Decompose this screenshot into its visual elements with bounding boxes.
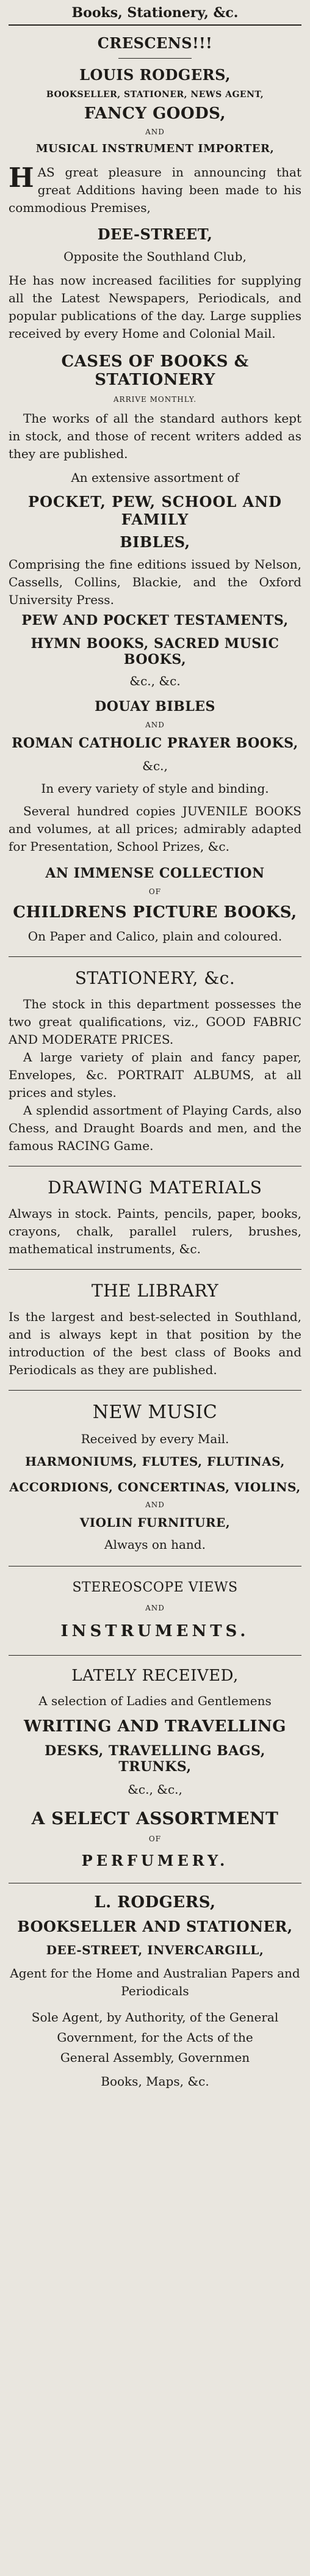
section-lately-received (9, 1667, 301, 1869)
childrens-line: CHILDRENS PICTURE BOOKS, (13, 903, 297, 922)
advertisement-column (0, 5, 310, 2576)
section-header: Books, Stationery, &c. (71, 5, 239, 21)
crescens-title: CRESCENS!!! (97, 34, 213, 52)
address-line: DEE-STREET, INVERCARGILL, (46, 1943, 264, 1957)
instruments-heading: INSTRUMENTS. (60, 1622, 250, 1640)
works-paragraph: The works of all the standard authors kept in stock, and those of recent writers added as they are published. (9, 411, 301, 461)
drawing-heading: DRAWING MATERIALS (48, 1177, 262, 1198)
music-importer: MUSICAL INSTRUMENT IMPORTER, (35, 142, 275, 155)
perfumery-line: PERFUMERY. (81, 1852, 229, 1869)
etc-line: &c., &c., (128, 1782, 182, 1797)
variety-line: In every variety of style and binding. (41, 781, 269, 796)
bibles-line: BIBLES, (120, 533, 190, 551)
drawing-paragraph: Always in stock. Paints, pencils, paper, books, crayons, chalk, parallel rulers, brushes, mathematical instruments, &c. (9, 1206, 301, 1256)
music-heading: NEW MUSIC (92, 1402, 218, 1423)
section-drawing (9, 1177, 301, 1258)
divider (9, 1390, 301, 1391)
section-music (9, 1402, 301, 1554)
section-signature (9, 1893, 301, 2090)
library-paragraph: Is the largest and best-selected in Southland, and is always kept in that position by the introduction of the best class of Books and Periodicals as they are published. (9, 1309, 301, 1377)
sole-line-1: Sole Agent, by Authority, of the General (31, 2010, 279, 2025)
received-line: Received by every Mail. (81, 1432, 229, 1446)
books-line: Books, Maps, &c. (101, 2074, 209, 2089)
section-books (9, 352, 301, 945)
section-crescens (9, 34, 301, 343)
of-word: OF (148, 887, 162, 896)
stereoscope-heading: STEREOSCOPE VIEWS (72, 1580, 238, 1595)
library-heading: THE LIBRARY (91, 1281, 219, 1301)
cards-paragraph: A splendid assortment of Playing Cards, also Chess, and Draught Boards and men, and the famous RACING Game. (9, 1103, 301, 1153)
paper-paragraph: A large variety of plain and fancy paper, Envelopes, &c. PORTRAIT ALBUMS, at all prices and styles. (9, 1050, 301, 1100)
opposite-line: Opposite the Southland Club, (63, 249, 247, 264)
divider (118, 58, 192, 59)
section-library (9, 1281, 301, 1379)
select-line: A SELECT ASSORTMENT (31, 1808, 279, 1828)
trades-line: BOOKSELLER, STATIONER, NEWS AGENT, (46, 90, 264, 100)
etc-line: &c., (142, 759, 168, 773)
etc-line: &c., &c. (129, 674, 181, 688)
extensive-line: An extensive assortment of (71, 470, 239, 485)
section-stereoscope (9, 1580, 301, 1640)
hymn-line: HYMN BOOKS, SACRED MUSIC BOOKS, (31, 636, 279, 668)
instruments-line-2: ACCORDIONS, CONCERTINAS, VIOLINS, (9, 1480, 301, 1494)
street-heading: DEE-STREET, (97, 225, 213, 243)
and-word: AND (145, 128, 165, 136)
facilities-paragraph: He has now increased facilities for supplying all the Latest Newspapers, Periodicals, and popular publications of the day. Large supplies received by every Home and Colonial Mail. (9, 273, 301, 341)
onpaper-line: On Paper and Calico, plain and coloured. (27, 929, 283, 944)
divider (9, 1269, 301, 1270)
sole-line-3: General Assembly, Governmen (60, 2050, 250, 2065)
violin-line: VIOLIN FURNITURE, (79, 1515, 231, 1530)
divider (9, 1655, 301, 1656)
desks-line: DESKS, TRAVELLING BAGS, TRUNKS, (45, 1743, 265, 1775)
sole-line-2: Government, for the Acts of the (57, 2030, 253, 2045)
stationery-heading: STATIONERY, &c. (74, 968, 236, 988)
comprising-paragraph: Comprising the fine editions issued by Nelson, Cassells, Collins, Blackie, and the Oxford University Press. (9, 557, 301, 607)
juvenile-paragraph: Several hundred copies JUVENILE BOOKS and volumes, at all prices; admirably adapted for Presentation, School Prizes, &c. (9, 804, 301, 854)
pocket-line: POCKET, PEW, SCHOOL AND FAMILY (28, 493, 282, 528)
instruments-line-1: HARMONIUMS, FLUTES, FLUTINAS, (25, 1454, 285, 1469)
writing-line: WRITING AND TRAVELLING (24, 1717, 286, 1736)
fancy-goods: FANCY GOODS, (84, 104, 226, 123)
immense-line: AN IMMENSE COLLECTION (45, 865, 265, 881)
lately-heading: LATELY RECEIVED, (71, 1667, 239, 1685)
trades-line: BOOKSELLER AND STATIONER, (17, 1918, 293, 1935)
always-line: Always on hand. (104, 1537, 206, 1552)
selection-line: A selection of Ladies and Gentlemens (38, 1694, 272, 1708)
owner-name: L. RODGERS, (94, 1893, 216, 1912)
testaments-line: PEW AND POCKET TESTAMENTS, (21, 613, 289, 628)
of-word: OF (148, 1835, 162, 1843)
cases-heading: CASES OF BOOKS & STATIONERY (61, 352, 249, 389)
divider (9, 24, 301, 26)
and-word: AND (145, 1604, 165, 1612)
douay-line: DOUAY BIBLES (95, 699, 215, 715)
section-stationery (9, 968, 301, 1155)
agent-line: Agent for the Home and Australian Papers and Periodicals (10, 1966, 300, 1998)
stock-paragraph: The stock in this department possesses the two great qualifications, viz., GOOD FABRIC AND MODERATE PRICES. (9, 997, 301, 1047)
and-word: AND (145, 1501, 165, 1509)
and-word: AND (145, 721, 165, 729)
divider (9, 956, 301, 957)
roman-line: ROMAN CATHOLIC PRAYER BOOKS, (12, 735, 298, 751)
intro-paragraph: HAS great pleasure in announcing that great Additions having been made to his commodious Premises, (9, 162, 301, 215)
owner-name: LOUIS RODGERS, (79, 66, 231, 84)
arrive-monthly: ARRIVE MONTHLY. (113, 395, 197, 404)
